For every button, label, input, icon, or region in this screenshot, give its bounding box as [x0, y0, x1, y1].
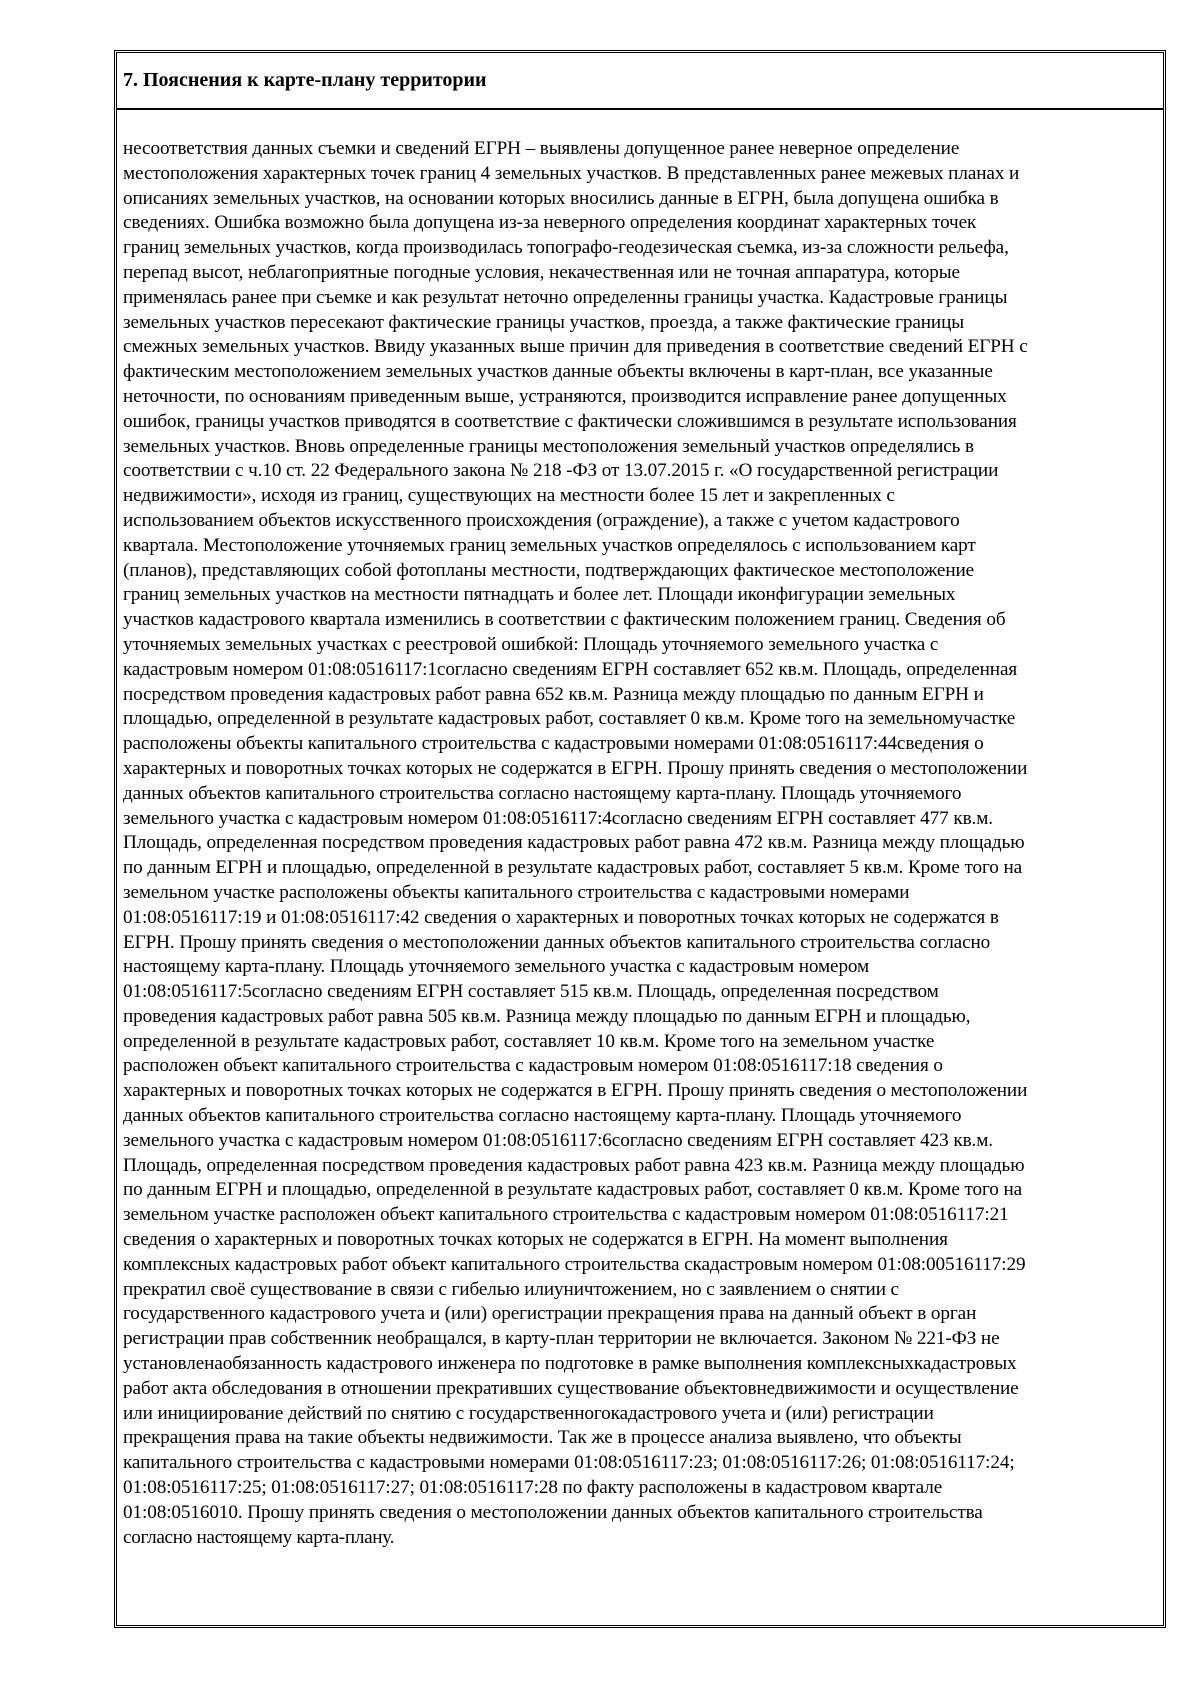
text-line: фактическим местоположением земельных участков данные объекты включены в карт-план, все указанные	[123, 361, 993, 383]
text-line: применялась ранее при съемке и как результат неточно определенны границы участка. Кадастровые границы	[123, 286, 1008, 308]
text-line: согласно настоящему карта-плану.	[123, 1526, 395, 1548]
text-line: характерных и поворотных точках которых не содержатся в ЕГРН. Прошу принять сведения о местоположении	[123, 1080, 1028, 1102]
text-line: сведения о характерных и поворотных точках которых не содержатся в ЕГРН. На момент выполнения	[123, 1229, 948, 1251]
explanation-text	[117, 137, 1163, 1550]
text-line: недвижимости», исходя из границ, существующих на местности более 15 лет и закрепленных с	[123, 485, 895, 507]
text-line: 01:08:0516117:25; 01:08:0516117:27; 01:08:0516117:28 по факту расположены в кадастровом квартале	[123, 1477, 943, 1499]
text-line: государственного кадастрового учета и (или) орегистрации прекращения права на данный объект в орган	[123, 1303, 977, 1325]
text-line: прекратил своё существование в связи с гибелью илиуничтожением, но с заявлением о снятии с	[123, 1278, 899, 1300]
text-line: расположены объекты капитального строительства с кадастровыми номерами 01:08:0516117:44сведения о	[123, 733, 984, 755]
text-line: данных объектов капитального строительства согласно настоящему карта-плану. Площадь уточняемого	[123, 782, 962, 804]
text-line: земельного участка с кадастровым номером 01:08:0516117:6согласно сведениям ЕГРН составляет 423 кв.м.	[123, 1129, 993, 1151]
text-line: 01:08:0516117:19 и 01:08:0516117:42 сведения о характерных и поворотных точках которых не содержатся в	[123, 906, 999, 928]
text-line: настоящему карта-плану. Площадь уточняемого земельного участка с кадастровым номером	[123, 956, 870, 978]
text-line: границ земельных участков на местности пятнадцать и более лет. Площади иконфигурации земельных	[123, 584, 956, 606]
text-line: посредством проведения кадастровых работ равна 652 кв.м. Разница между площадью по данным ЕГРН и	[123, 683, 984, 705]
text-line: местоположения характерных точек границ 4 земельных участков. В представленных ранее межевых планах и	[123, 162, 1020, 184]
text-line: смежных земельных участков. Ввиду указанных выше причин для приведения в соответствие сведений ЕГРН с	[123, 336, 1028, 358]
text-line: сведениях. Ошибка возможно была допущена из-за неверного определения координат характерных точек	[123, 212, 977, 234]
text-line: квартала. Местоположение уточняемых границ земельных участков определялось с использованием карт	[123, 534, 976, 556]
text-line: земельного участка с кадастровым номером 01:08:0516117:4согласно сведениям ЕГРН составляет 477 кв.м.	[123, 807, 993, 829]
text-line: неточности, по основаниям приведенным выше, устраняются, производится исправление ранее допущенных	[123, 385, 1007, 407]
text-line: земельном участке расположены объекты капитального строительства с кадастровыми номерами	[123, 881, 910, 903]
text-line: использованием объектов искусственного происхождения (ограждение), а также с учетом кадастрового	[123, 509, 960, 531]
text-line: земельном участке расположен объект капитального строительства с кадастровым номером 01:08:0516117:21	[123, 1204, 1009, 1226]
text-line: 01:08:0516010. Прошу принять сведения о местоположении данных объектов капитального строительства	[123, 1501, 983, 1523]
text-line: характерных и поворотных точках которых не содержатся в ЕГРН. Прошу принять сведения о местоположении	[123, 757, 1028, 779]
text-line: границ земельных участков, когда производилась топографо-геодезическая съемка, из-за сложности рельефа,	[123, 237, 1009, 259]
text-line: несоответствия данных съемки и сведений ЕГРН – выявлены допущенное ранее неверное определение	[123, 138, 960, 159]
text-line: площадью, определенной в результате кадастровых работ, составляет 0 кв.м. Кроме того на земельномучастке	[123, 708, 1016, 730]
section-title: 7. Пояснения к карте-плану территории	[117, 53, 1163, 110]
text-line: земельных участков пересекают фактические границы участков, проезда, а также фактические границы	[123, 311, 965, 333]
text-line: установленаобязанность кадастрового инженера по подготовке в рамке выполнения комплексныхкадастровых	[123, 1353, 1017, 1375]
text-line: определенной в результате кадастровых работ, составляет 10 кв.м. Кроме того на земельном участке	[123, 1030, 935, 1052]
text-line: по данным ЕГРН и площадью, определенной в результате кадастровых работ, составляет 5 кв.м. Кроме того на	[123, 857, 1023, 879]
text-line: ЕГРН. Прошу принять сведения о местоположении данных объектов капитального строительства согласно	[123, 931, 991, 953]
text-line: земельных участков. Вновь определенные границы местоположения земельный участков определялись в	[123, 435, 974, 457]
document-frame	[114, 50, 1166, 1628]
text-line: проведения кадастровых работ равна 505 кв.м. Разница между площадью по данным ЕГРН и площадью,	[123, 1005, 971, 1027]
text-line: работ акта обследования в отношении прекративших существование объектовнедвижимости и осуществление	[123, 1377, 1019, 1399]
text-line: соответствии с ч.10 ст. 22 Федерального закона № 218 -ФЗ от 13.07.2015 г. «О государственной регистрации	[123, 460, 999, 482]
text-line: уточняемых земельных участках с реестровой ошибкой: Площадь уточняемого земельного участка с	[123, 633, 939, 655]
text-line: или инициирование действий по снятию с государственногокадастрового учета и (или) регистрации	[123, 1402, 934, 1424]
text-line: ошибок, границы участков приводятся в соответствие с фактически сложившимся в результате использования	[123, 410, 1017, 432]
text-line: участков кадастрового квартала изменились в соответствии с фактическим положением границ. Сведения об	[123, 609, 1006, 631]
text-line: Площадь, определенная посредством проведения кадастровых работ равна 472 кв.м. Разница между площадью	[123, 832, 1025, 854]
text-line: 01:08:0516117:5согласно сведениям ЕГРН составляет 515 кв.м. Площадь, определенная посредством	[123, 981, 939, 1003]
text-line: кадастровым номером 01:08:0516117:1согласно сведениям ЕГРН составляет 652 кв.м. Площадь, определенная	[123, 658, 1018, 680]
text-line: по данным ЕГРН и площадью, определенной в результате кадастровых работ, составляет 0 кв.м. Кроме того на	[123, 1179, 1023, 1201]
text-line: (планов), представляющих собой фотопланы местности, подтверждающих фактическое местоположение	[123, 559, 975, 581]
text-line: комплексных кадастровых работ объект капитального строительства скадастровым номером 01:08:00516117:29	[123, 1253, 1026, 1275]
text-line: расположен объект капитального строительства с кадастровым номером 01:08:0516117:18 сведения о	[123, 1055, 943, 1077]
text-line: прекращения права на такие объекты недвижимости. Так же в процессе анализа выявлено, что объекты	[123, 1427, 962, 1449]
text-line: капитального строительства с кадастровыми номерами 01:08:0516117:23; 01:08:0516117:26; 01:08:0516117:24;	[123, 1452, 1015, 1474]
text-line: данных объектов капитального строительства согласно настоящему карта-плану. Площадь уточняемого	[123, 1105, 962, 1127]
text-line: описаниях земельных участков, на основании которых вносились данные в ЕГРН, была допущена ошибка в	[123, 187, 999, 209]
text-line: регистрации прав собственник необращался, в карту-план территории не включается. Законом № 221-ФЗ не	[123, 1328, 1000, 1350]
text-line: перепад высот, неблагоприятные погодные условия, некачественная или не точная аппаратура, которые	[123, 261, 960, 283]
text-line: Площадь, определенная посредством проведения кадастровых работ равна 423 кв.м. Разница между площадью	[123, 1154, 1025, 1176]
